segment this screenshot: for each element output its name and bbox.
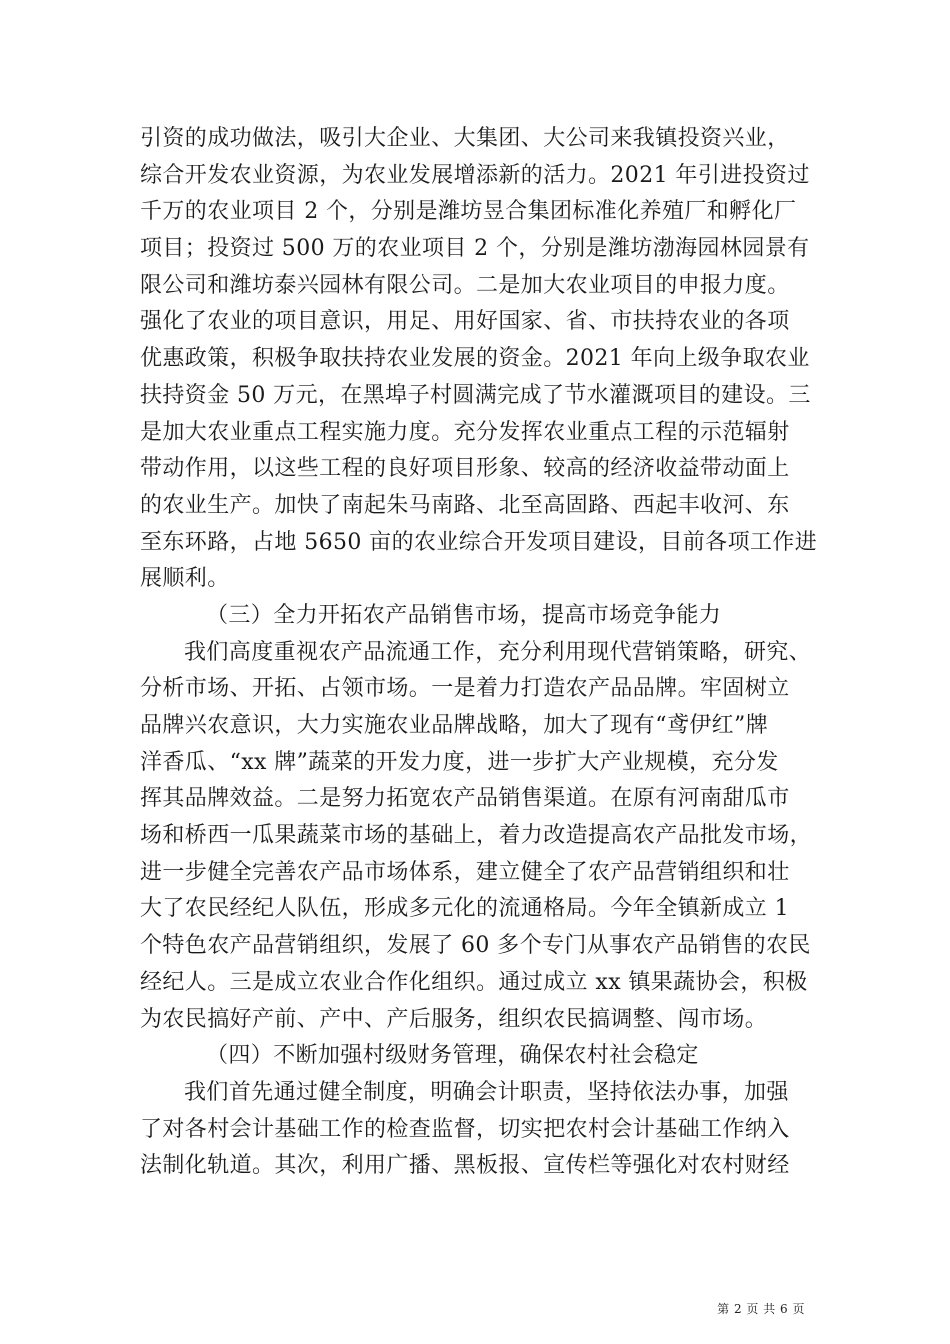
paragraph-start: 我们高度重视农产品流通工作，充分利用现代营销策略，研究、 xyxy=(184,639,812,665)
text-line: 场和桥西一瓜果蔬菜市场的基础上，着力改造提高农产品批发市场， xyxy=(140,823,813,849)
text-line: 为农民搞好产前、产中、产后服务，组织农民搞调整、闯市场。 xyxy=(140,1006,768,1032)
text-line: 展顺利。 xyxy=(140,566,230,592)
section-heading-4: （四）不断加强村级财务管理，确保农村社会稳定 xyxy=(206,1043,699,1069)
text-line: 综合开发农业资源，为农业发展增添新的活力。2021 年引进投资过 xyxy=(140,162,810,188)
text-line: 限公司和潍坊泰兴园林有限公司。二是加大农业项目的申报力度。 xyxy=(140,272,790,298)
text-line: 法制化轨道。其次，利用广播、黑板报、宣传栏等强化对农村财经 xyxy=(140,1153,790,1179)
text-line: 千万的农业项目 2 个，分别是潍坊昱合集团标准化养殖厂和孵化厂 xyxy=(140,199,797,225)
text-line: 至东环路，占地 5650 亩的农业综合开发项目建设，目前各项工作进 xyxy=(140,529,818,555)
document-body xyxy=(140,121,840,1185)
text-line: 品牌兴农意识，大力实施农业品牌战略，加大了现有“鸢伊红”牌 xyxy=(140,713,769,738)
text-line: 大了农民经纪人队伍，形成多元化的流通格局。今年全镇新成立 1 xyxy=(140,896,789,922)
text-line: 强化了农业的项目意识，用足、用好国家、省、市扶持农业的各项 xyxy=(140,309,790,335)
text-line: 带动作用，以这些工程的良好项目形象、较高的经济收益带动面上 xyxy=(140,456,790,482)
text-line: 了对各村会计基础工作的检查监督，切实把农村会计基础工作纳入 xyxy=(140,1116,790,1142)
text-line: 扶持资金 50 万元，在黑埠子村圆满完成了节水灌溉项目的建设。三 xyxy=(140,382,811,408)
text-line: 个特色农产品营销组织，发展了 60 多个专门从事农产品销售的农民 xyxy=(140,933,811,959)
text-line: 优惠政策，积极争取扶持农业发展的资金。2021 年向上级争取农业 xyxy=(140,346,810,372)
page-number: 第 2 页 共 6 页 xyxy=(717,1302,805,1316)
text-line: 分析市场、开拓、占领市场。一是着力打造农产品品牌。牢固树立 xyxy=(140,676,790,702)
section-heading-3: （三）全力开拓农产品销售市场，提高市场竞争能力 xyxy=(206,602,722,628)
text-line: 是加大农业重点工程实施力度。充分发挥农业重点工程的示范辐射 xyxy=(140,419,790,445)
text-line: 进一步健全完善农产品市场体系，建立健全了农产品营销组织和壮 xyxy=(140,859,790,885)
text-line: 引资的成功做法，吸引大企业、大集团、大公司来我镇投资兴业， xyxy=(140,126,790,151)
text-line: 经纪人。三是成立农业合作化组织。通过成立 xx 镇果蔬协会，积极 xyxy=(140,969,808,995)
text-line: 项目；投资过 500 万的农业项目 2 个，分别是潍坊渤海园林园景有 xyxy=(140,236,810,262)
text-line: 洋香瓜、“xx 牌”蔬菜的开发力度，进一步扩大产业规模，充分发 xyxy=(140,749,779,775)
paragraph-start: 我们首先通过健全制度，明确会计职责，坚持依法办事，加强 xyxy=(184,1079,789,1105)
text-line: 挥其品牌效益。二是努力拓宽农产品销售渠道。在原有河南甜瓜市 xyxy=(140,786,790,812)
text-line: 的农业生产。加快了南起朱马南路、北至高固路、西起丰收河、东 xyxy=(140,492,790,518)
